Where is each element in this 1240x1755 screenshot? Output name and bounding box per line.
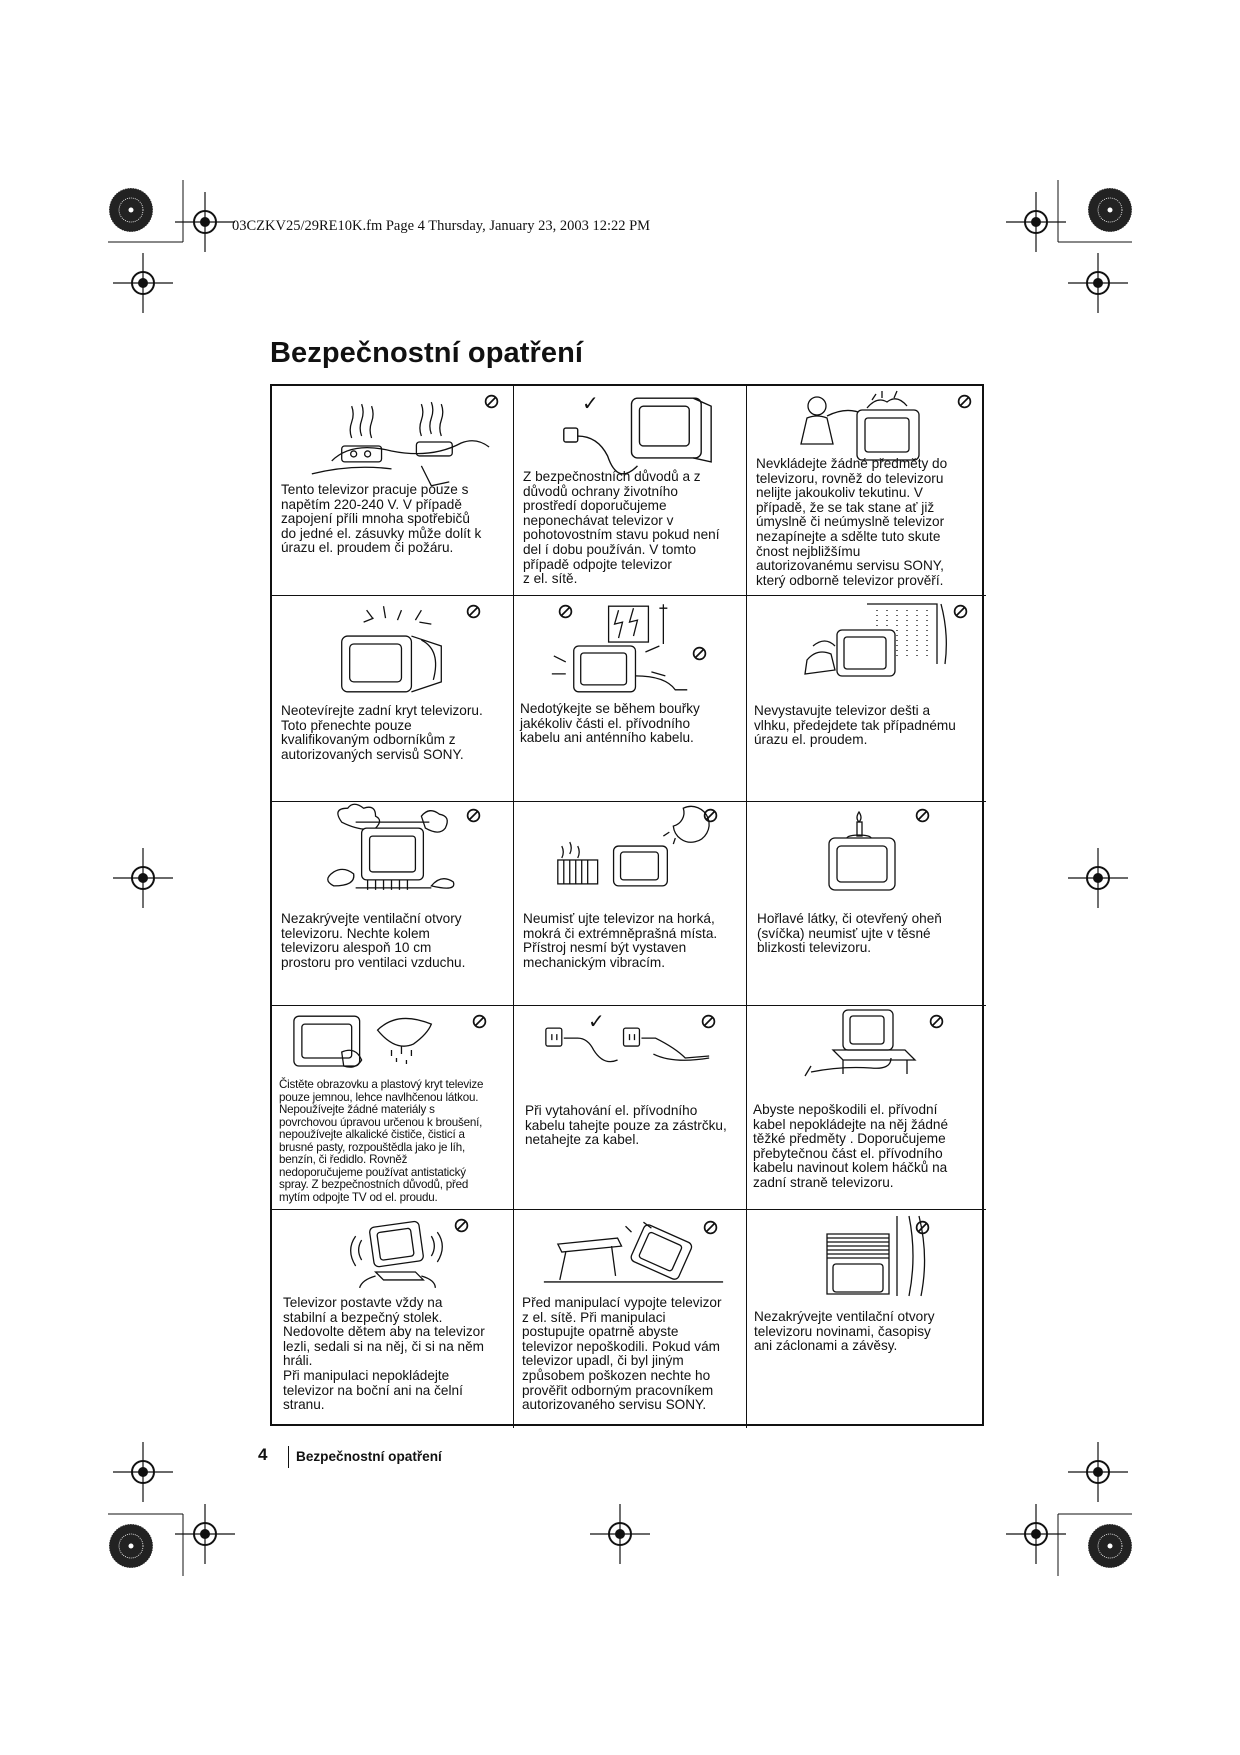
safety-cell-no-objects (747, 386, 986, 596)
cell-text: Neotevírejte zadní kryt televizoru. Toto přenechte pouze kvalifikovaným odborníkům z autorizovaných servisů SONY. (281, 703, 483, 762)
cell-text: Tento televizor pracuje pouze s napětím 220-240 V. V případě zapojení příli mnoha spotřebičů do jedné el. zásuvky může dolít k úrazu el. proudem či požáru. (281, 482, 482, 556)
footer-separator (288, 1446, 289, 1468)
footer-section-label: Bezpečnostní opatření (296, 1449, 442, 1464)
candle-on-tv-illustration (747, 802, 986, 912)
safety-grid (270, 384, 984, 1426)
cell-text: Nezakrývejte ventilační otvory televizoru novinami, časopisy ani záclonami a závěsy. (754, 1309, 935, 1354)
cell-text: Nezakrývejte ventilační otvory televizoru. Nechte kolem televizoru alespoň 10 cm prostoru pro ventilaci vzduchu. (281, 911, 466, 970)
cell-text: Televizor postavte vždy na stabilní a bezpečný stolek. Nedovolte dětem aby na televizor lezli, sedali si na něj, či si na něm hráli. Při manipulaci nepokládejte televizor na boční ani na čelní stranu. (283, 1295, 485, 1413)
safety-cell-standby (514, 386, 747, 596)
bottom-left-marks (108, 1442, 235, 1576)
prohibited-icon (915, 1220, 930, 1235)
prohibited-icon (915, 808, 930, 823)
safety-cell-stable-stand (272, 1210, 514, 1428)
bottom-center-mark (590, 1504, 650, 1564)
page-title: Bezpečnostní opatření (270, 337, 584, 369)
middle-left-mark (113, 848, 173, 908)
page-number: 4 (258, 1445, 268, 1464)
top-left-marks (108, 180, 235, 313)
cell-text: Nedotýkejte se během bouřky jakékoliv části el. přívodního kabelu ani anténního kabelu. (520, 701, 700, 746)
cell-text: Čistěte obrazovku a plastový kryt televize pouze jemnou, lehce navlhčenou látkou. Nepoužívejte žádné materiály s povrchovou úpravou určenou k broušení, nepoužívejte alkalické čističe, čisticí a brusné pasty, rozpouštědla jako je líh, benzín, či ředidlo. Rovněž nedoporučujeme používat antistatický spray. Z bezpečnostních důvodů, před mytím odpojte TV od el. proudu. (279, 1078, 484, 1204)
prohibited-icon (484, 394, 499, 409)
prohibited-icon (472, 1014, 487, 1029)
prohibited-icon (466, 808, 481, 823)
cell-text: Při vytahování el. přívodního kabelu tahejte pouze za zástrčku, netahejte za kabel. (525, 1103, 727, 1148)
prohibited-icon (692, 646, 707, 661)
rain-illustration (747, 596, 986, 706)
storm-illustration (514, 596, 746, 706)
file-header: 03CZKV25/29RE10K.fm Page 4 Thursday, January 23, 2003 12:22 PM (232, 218, 651, 234)
prohibited-icon (957, 394, 972, 409)
safety-cell-handling (514, 1210, 747, 1428)
prohibited-icon (454, 1218, 469, 1233)
prohibited-icon (703, 808, 718, 823)
safety-cell-back-cover (272, 596, 514, 802)
cell-text: Z bezpečnostních důvodů a z důvodů ochrany životního prostředí doporučujeme neponechávat televizor v pohotovostním stavu pokud není del í dobu používán. V tomto případě odpojte televizor z el. sítě. (523, 469, 720, 587)
top-right-marks (1006, 180, 1132, 313)
safety-cell-pull-plug (514, 1006, 747, 1210)
safety-cell-cleaning (272, 1006, 514, 1210)
prohibited-icon (466, 604, 481, 619)
cell-text: Abyste nepoškodili el. přívodní kabel nepokládejte na něj žádné těžké předměty . Doporučujeme přebytečnou část el. přívodního kabelu navinout kolem háčků na zadní straně televizoru. (753, 1102, 948, 1190)
safety-cell-no-cover (747, 1210, 986, 1428)
check-icon: ✓ (582, 393, 599, 415)
prohibited-icon (929, 1014, 944, 1029)
safety-cell-power-outlet (272, 386, 514, 596)
bottom-right-marks (1006, 1442, 1132, 1576)
safety-cell-rain (747, 596, 986, 802)
safety-cell-ventilation (272, 802, 514, 1006)
cell-text: Před manipulací vypojte televizor z el. sítě. Při manipulaci postupujte opatrně abyste televizor nepoškodili. Pokud vám televizor upadl, či byl jiným způsobem poškozen nechte ho prověřit odborným pracovníkem autorizovaného servisu SONY. (522, 1295, 722, 1413)
check-icon: ✓ (588, 1011, 605, 1033)
safety-cell-storm (514, 596, 747, 802)
cell-text: Nevkládejte žádné předměty do televizoru, rovněž do televizoru nelijte jakoukoliv tekutinu. V případě, že se tak stane ať již úmyslně či neúmyslně televizor nezapínejte a sdělte tuto skute čnost nejbližšímu autorizovanému servisu SONY, který odborně televizor prověří. (756, 456, 948, 588)
cell-text: Hořlavé látky, či otevřený oheň (svíčka) neumisť ujte v těsné blizkosti televizoru. (757, 911, 942, 956)
prohibited-icon (701, 1014, 716, 1029)
safety-cell-open-fire (747, 802, 986, 1006)
safety-cell-hot-wet-places (514, 802, 747, 1006)
curtain-cover-illustration (747, 1210, 986, 1320)
middle-right-mark (1068, 848, 1128, 908)
prohibited-icon (703, 1220, 718, 1235)
prohibited-icon (558, 604, 573, 619)
cable-under-stand-illustration (747, 1006, 986, 1116)
cell-text: Neumisť ujte televizor na horká, mokrá či extrémněprašná místa. Přístroj nesmí být vystaven mechanickým vibracím. (523, 911, 718, 970)
safety-cell-cable-weight (747, 1006, 986, 1210)
prohibited-icon (953, 604, 968, 619)
cell-text: Nevystavujte televizor dešti a vlhku, předejdete tak případnému úrazu el. proudem. (754, 703, 956, 748)
power-outlet-illustration (272, 386, 513, 496)
